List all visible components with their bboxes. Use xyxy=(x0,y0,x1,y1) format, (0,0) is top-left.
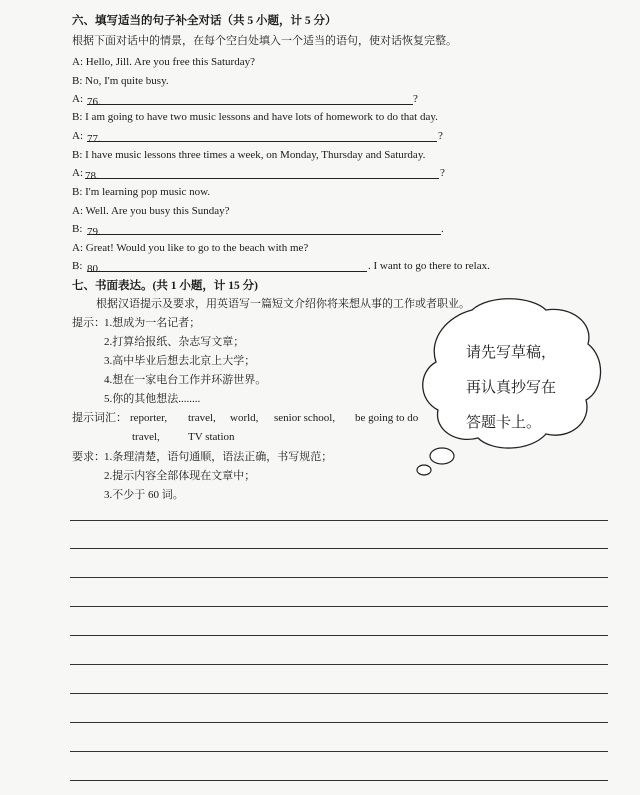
vocab-word: be going to do xyxy=(355,412,419,424)
bubble-line: 再认真抄写在 xyxy=(466,380,557,396)
section7-heading: 七、书面表达。(共 1 小题，计 15 分) xyxy=(72,280,258,292)
blank-79[interactable] xyxy=(87,222,441,238)
writing-line[interactable] xyxy=(70,635,608,636)
dialog-line: B: No, I'm quite busy. xyxy=(72,75,169,87)
writing-line[interactable] xyxy=(70,520,608,521)
dialog-line: A: Well. Are you busy this Sunday? xyxy=(72,205,230,217)
dialog-speaker: B: xyxy=(72,223,83,235)
section6-instruction: 根据下面对话中的情景，在每个空白处填入一个适当的语句，使对话恢复完整。 xyxy=(72,35,457,47)
blank-77[interactable] xyxy=(87,129,437,145)
requirement-item: 2.提示内容全部体现在文章中； xyxy=(104,470,256,482)
blank-78[interactable] xyxy=(85,166,439,182)
vocab-word: world, xyxy=(230,412,259,424)
writing-line[interactable] xyxy=(70,751,608,752)
period-mark: . xyxy=(441,223,444,235)
vocab-word: TV station xyxy=(188,431,235,443)
writing-line[interactable] xyxy=(70,577,608,578)
writing-line[interactable] xyxy=(70,606,608,607)
blank-number: 78. xyxy=(85,170,99,182)
dialog-tail: . I want to go there to relax. xyxy=(368,260,490,272)
question-mark: ? xyxy=(438,130,443,142)
blank-80[interactable] xyxy=(87,259,367,275)
vocab-word: senior school, xyxy=(274,412,336,424)
dialog-line: A: Hello, Jill. Are you free this Saturday? xyxy=(72,56,255,68)
tip-item: 3.高中毕业后想去北京上大学； xyxy=(104,355,256,367)
dialog-speaker: A: xyxy=(72,130,83,142)
bubble-dot-large xyxy=(430,448,454,464)
vocab-word: travel, xyxy=(188,412,216,424)
tips-label: 提示： xyxy=(72,317,105,329)
blank-number: 79. xyxy=(87,226,101,238)
tip-item: 2.打算给报纸、杂志写文章； xyxy=(104,336,245,348)
blank-76[interactable] xyxy=(87,92,413,108)
requirement-item: 3.不少于 60 词。 xyxy=(104,489,184,501)
tip-item: 5.你的其他想法........ xyxy=(104,393,201,405)
writing-line[interactable] xyxy=(70,693,608,694)
tip-item: 4.想在一家电台工作并环游世界。 xyxy=(104,374,267,386)
dialog-line: B: I am going to have two music lessons and have lots of homework to do that day. xyxy=(72,111,438,123)
section6-heading: 六、填写适当的句子补全对话（共 5 小题，计 5 分） xyxy=(72,15,337,27)
blank-number: 76. xyxy=(87,96,101,108)
requirements-label: 要求： xyxy=(72,451,105,463)
writing-line[interactable] xyxy=(70,664,608,665)
blank-number: 80. xyxy=(87,263,101,275)
vocab-word: travel, xyxy=(132,431,160,443)
vocab-label: 提示词汇： xyxy=(72,412,127,424)
dialog-line: B: I'm learning pop music now. xyxy=(72,186,211,198)
vocab-word: reporter, xyxy=(130,412,168,424)
dialog-line: A: Great! Would you like to go to the beach with me? xyxy=(72,242,309,254)
bubble-line: 答题卡上。 xyxy=(466,415,542,431)
blank-number: 77. xyxy=(87,133,101,145)
dialog-speaker: A: xyxy=(72,167,83,179)
requirement-item: 1.条理清楚，语句通顺，语法正确，书写规范； xyxy=(104,451,333,463)
writing-line[interactable] xyxy=(70,548,608,549)
dialog-speaker: A: xyxy=(72,93,83,105)
dialog-line: B: I have music lessons three times a week, on Monday, Thursday and Saturday. xyxy=(72,149,426,161)
section7-instruction: 根据汉语提示及要求，用英语写一篇短文介绍你将来想从事的工作或者职业。 xyxy=(96,298,470,310)
writing-line[interactable] xyxy=(70,780,608,781)
writing-line[interactable] xyxy=(70,722,608,723)
bubble-dot-small xyxy=(417,465,431,475)
question-mark: ? xyxy=(413,93,418,105)
tip-item: 1.想成为一名记者； xyxy=(104,317,201,329)
question-mark: ? xyxy=(440,167,445,179)
bubble-line: 请先写草稿， xyxy=(466,345,557,361)
dialog-speaker: B: xyxy=(72,260,83,272)
